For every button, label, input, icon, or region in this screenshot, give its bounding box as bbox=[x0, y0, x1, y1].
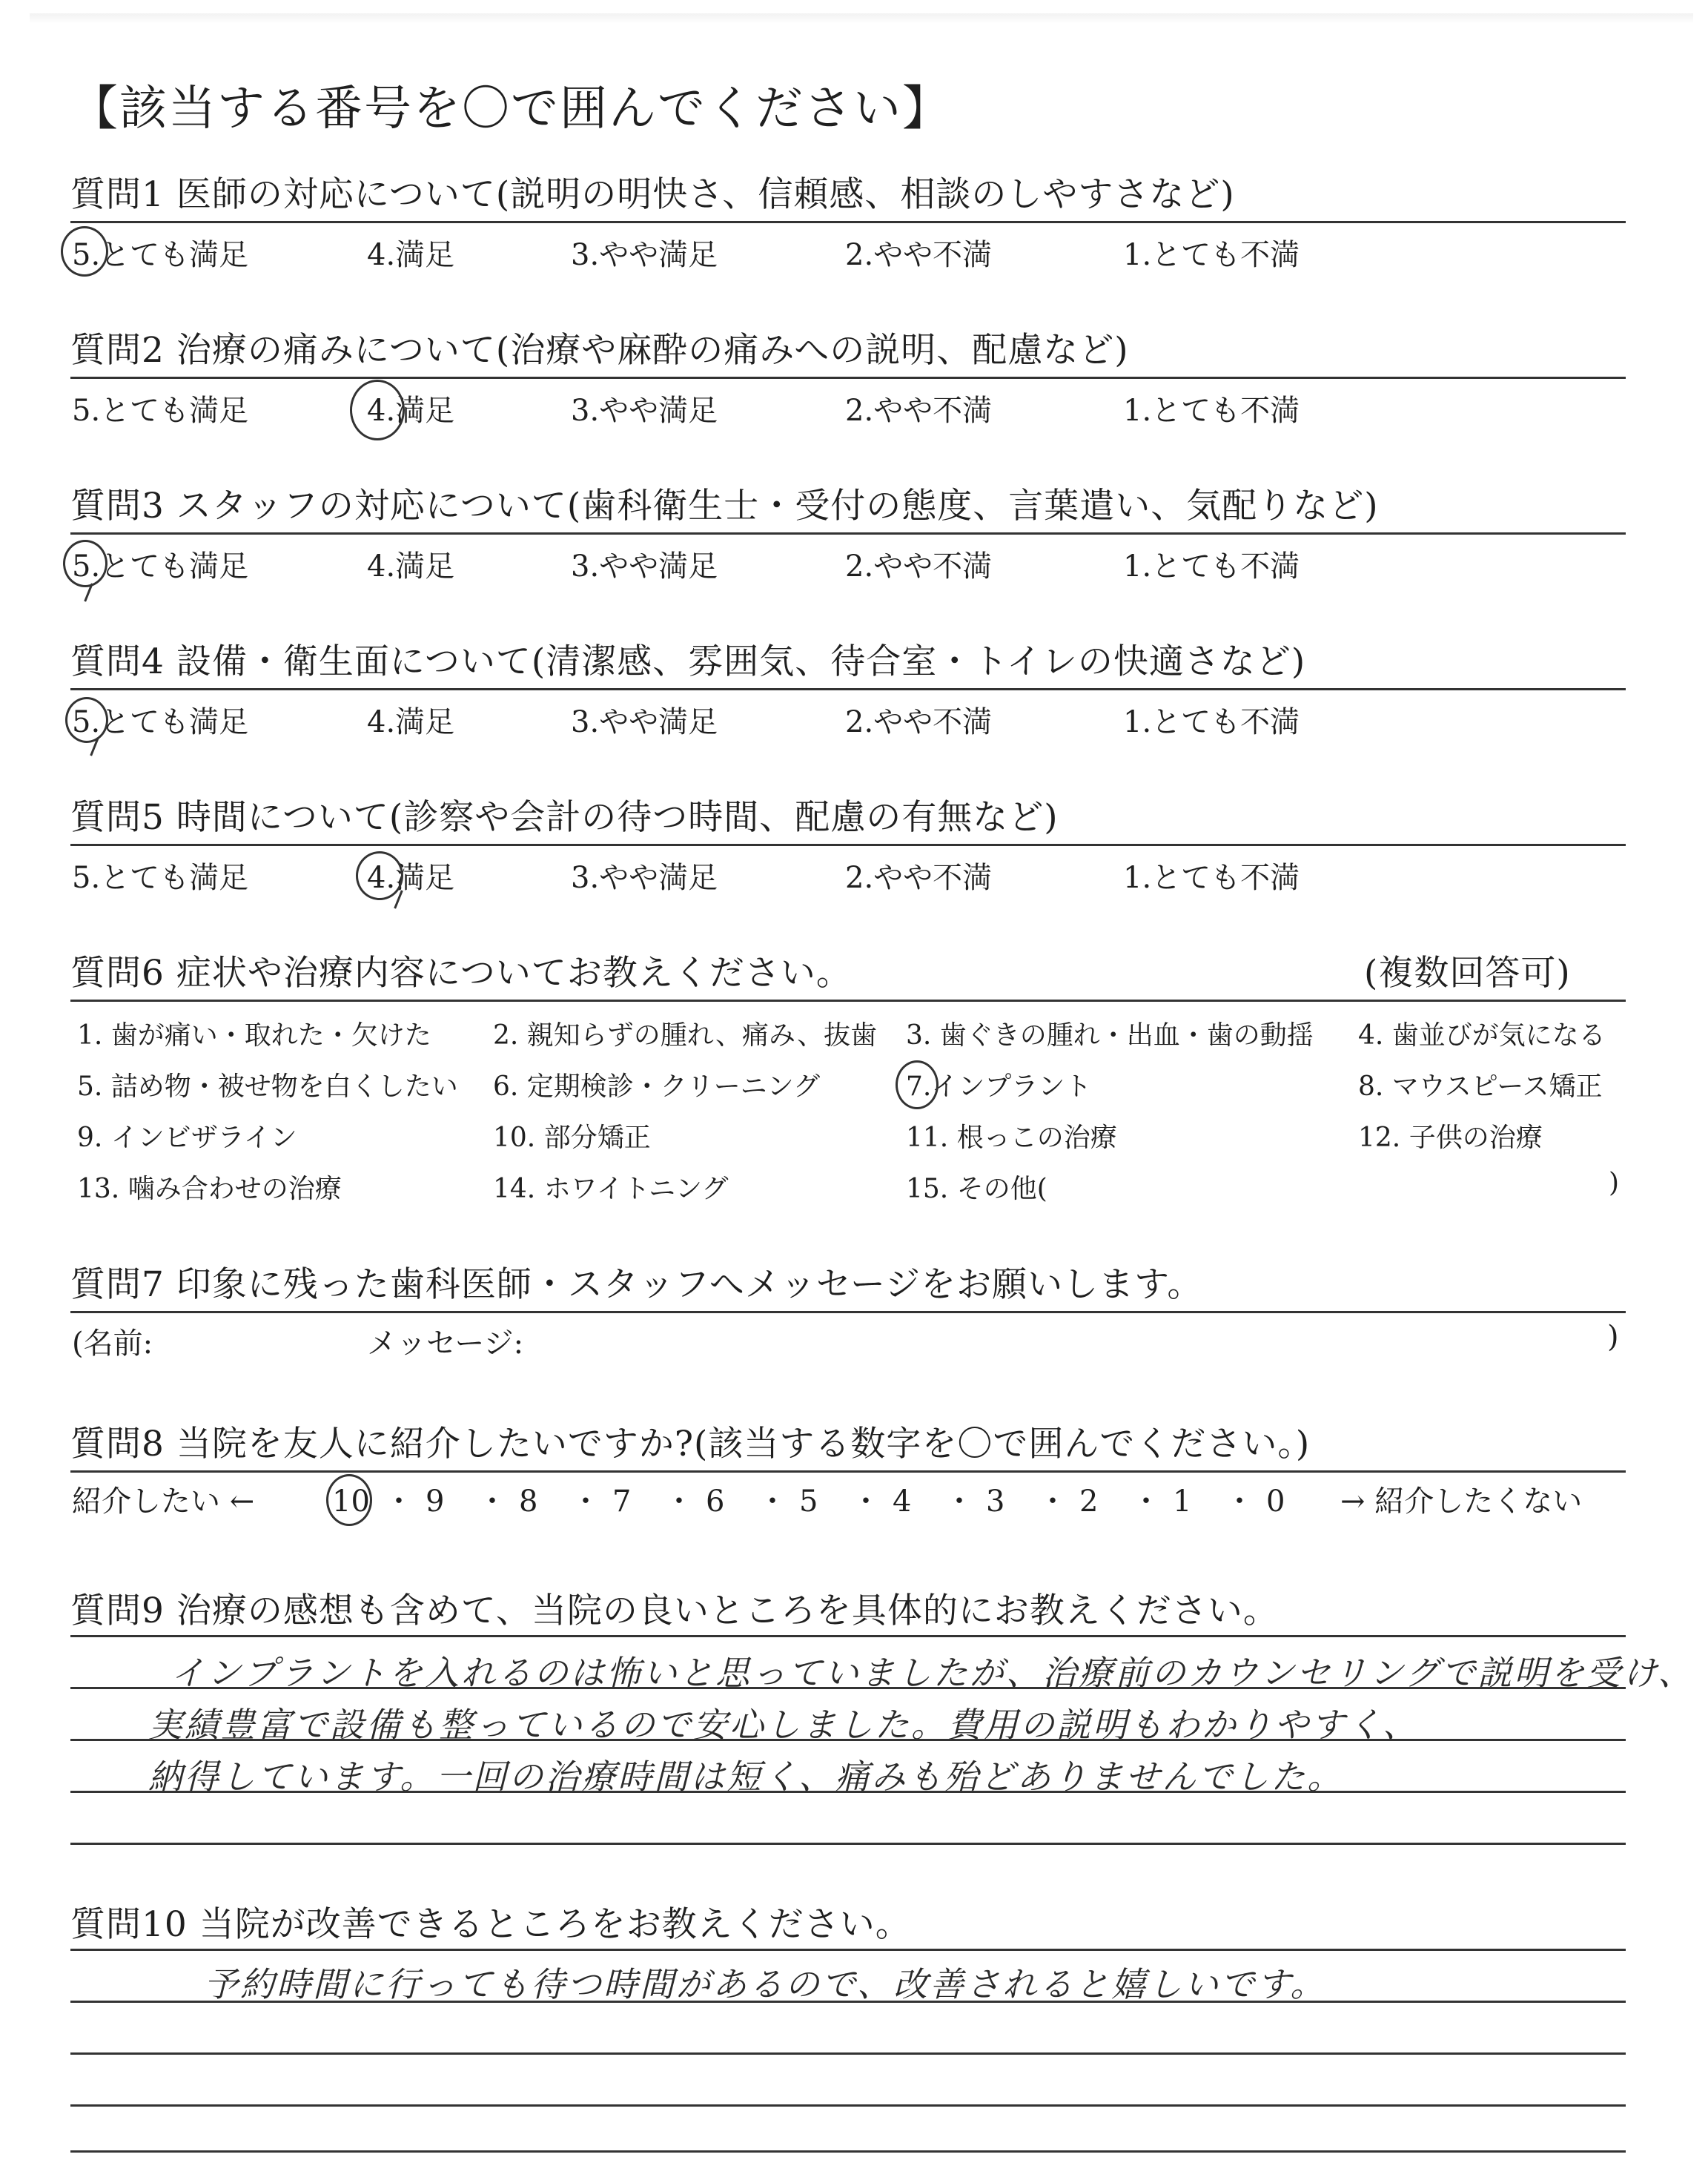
divider bbox=[70, 844, 1626, 846]
q4-option-1[interactable]: 1.とても不満 bbox=[1123, 705, 1300, 739]
q5-selection-circle bbox=[356, 851, 403, 900]
scale-sep: ・ bbox=[1131, 1484, 1161, 1519]
symptom-item-7[interactable]: 7.インプラント bbox=[906, 1071, 1092, 1102]
symptom-item-12[interactable]: 12. 子供の治療 bbox=[1358, 1123, 1543, 1153]
divider bbox=[70, 688, 1626, 690]
q2-option-3[interactable]: 3.やや満足 bbox=[571, 394, 718, 428]
form-title: 【該当する番号を〇で囲んでください】 bbox=[70, 82, 951, 136]
scan-edge bbox=[30, 13, 1693, 24]
question-1-label: 質問1 医師の対応について(説明の明快さ、信頼感、相談のしやすさなど) bbox=[70, 174, 1235, 215]
symptom-item-6[interactable]: 6. 定期検診・クリーニング bbox=[493, 1071, 821, 1102]
answer-line bbox=[70, 1843, 1626, 1845]
question-8-label: 質問8 当院を友人に紹介したいですか?(該当する数字を〇で囲んでください。) bbox=[70, 1424, 1311, 1464]
scale-8[interactable]: 8 bbox=[519, 1484, 538, 1519]
question-6-label: 質問6 症状や治療内容についてお教えください。 bbox=[70, 953, 852, 994]
q9-answer-line-2: 実績豊富で設備も整っているので安心しました。費用の説明もわかりやすく、 bbox=[148, 1705, 1420, 1745]
scale-sep: ・ bbox=[384, 1484, 414, 1519]
question-9-label: 質問9 治療の感想も含めて、当院の良いところを具体的にお教えください。 bbox=[70, 1591, 1279, 1631]
answer-line bbox=[70, 1635, 1626, 1637]
q2-option-2[interactable]: 2.やや不満 bbox=[845, 394, 993, 428]
question-6-note: (複数回答可) bbox=[1364, 953, 1571, 994]
symptom-item-2[interactable]: 2. 親知らずの腫れ、痛み、抜歯 bbox=[493, 1020, 878, 1051]
question-4-label: 質問4 設備・衛生面について(清潔感、雰囲気、待合室・トイレの快適さなど) bbox=[70, 641, 1306, 682]
symptom-item-8[interactable]: 8. マウスピース矯正 bbox=[1358, 1071, 1603, 1102]
q4-option-2[interactable]: 2.やや不満 bbox=[845, 705, 993, 739]
q3-option-4[interactable]: 4.満足 bbox=[367, 549, 455, 584]
answer-line bbox=[70, 2150, 1626, 2153]
q10-answer-line-1: 予約時間に行っても待つ時間があるので、改善されると嬉しいです。 bbox=[204, 1964, 1327, 2004]
scale-3[interactable]: 3 bbox=[986, 1484, 1005, 1519]
q4-option-3[interactable]: 3.やや満足 bbox=[571, 705, 718, 739]
scale-0[interactable]: 0 bbox=[1266, 1484, 1285, 1519]
divider bbox=[70, 221, 1626, 223]
q6-selection-circle bbox=[896, 1060, 939, 1109]
question-10-label: 質問10 当院が改善できるところをお教えください。 bbox=[70, 1904, 911, 1945]
q8-selection-circle bbox=[326, 1474, 372, 1526]
q3-selection-circle bbox=[63, 540, 107, 587]
scale-sep: ・ bbox=[571, 1484, 600, 1519]
q5-option-5[interactable]: 5.とても満足 bbox=[72, 861, 249, 895]
q1-option-4[interactable]: 4.満足 bbox=[367, 238, 455, 272]
divider bbox=[70, 377, 1626, 379]
q1-option-5[interactable]: 5.とても満足 bbox=[72, 238, 249, 272]
q1-option-2[interactable]: 2.やや不満 bbox=[845, 238, 993, 272]
q1-option-1[interactable]: 1.とても不満 bbox=[1123, 238, 1300, 272]
q4-selection-circle bbox=[65, 697, 108, 743]
scale-6[interactable]: 6 bbox=[706, 1484, 725, 1519]
q2-option-5[interactable]: 5.とても満足 bbox=[72, 394, 249, 428]
symptom-item-9[interactable]: 9. インビザライン bbox=[77, 1123, 297, 1153]
message-close: ) bbox=[1607, 1320, 1619, 1354]
symptom-item-13[interactable]: 13. 噛み合わせの治療 bbox=[77, 1174, 342, 1204]
scale-7[interactable]: 7 bbox=[612, 1484, 632, 1519]
q9-answer-line-1: インプラントを入れるのは怖いと思っていましたが、治療前のカウンセリングで説明を受け、 bbox=[171, 1653, 1695, 1693]
q2-option-4[interactable]: 4.満足 bbox=[367, 394, 455, 428]
q5-option-1[interactable]: 1.とても不満 bbox=[1123, 861, 1300, 895]
q2-selection-circle bbox=[350, 380, 405, 440]
scale-sep: ・ bbox=[1038, 1484, 1068, 1519]
scale-9[interactable]: 9 bbox=[426, 1484, 445, 1519]
scale-10[interactable]: 10 bbox=[332, 1484, 370, 1519]
q9-answer-line-3: 納得しています。一回の治療時間は短く、痛みも殆どありませんでした。 bbox=[148, 1757, 1344, 1797]
question-5-label: 質問5 時間について(診察や会計の待つ時間、配慮の有無など) bbox=[70, 797, 1059, 838]
question-7-label: 質問7 印象に残った歯科医師・スタッフへメッセージをお願いします。 bbox=[70, 1264, 1203, 1305]
symptom-item-5[interactable]: 5. 詰め物・被せ物を白くしたい bbox=[77, 1071, 458, 1102]
scale-4[interactable]: 4 bbox=[893, 1484, 912, 1519]
scale-sep: ・ bbox=[664, 1484, 694, 1519]
answer-line bbox=[70, 1949, 1626, 1951]
q1-option-3[interactable]: 3.やや満足 bbox=[571, 238, 718, 272]
recommend-scale bbox=[332, 1478, 1318, 1520]
q5-option-3[interactable]: 3.やや満足 bbox=[571, 861, 718, 895]
divider bbox=[70, 1000, 1626, 1002]
symptom-item-10[interactable]: 10. 部分矯正 bbox=[493, 1123, 651, 1153]
scale-sep: ・ bbox=[944, 1484, 974, 1519]
recommend-right-label: → 紹介したくない bbox=[1340, 1484, 1583, 1519]
answer-line bbox=[70, 2052, 1626, 2055]
scale-sep: ・ bbox=[1225, 1484, 1254, 1519]
symptom-item-14[interactable]: 14. ホワイトニング bbox=[493, 1174, 729, 1204]
q5-option-2[interactable]: 2.やや不満 bbox=[845, 861, 993, 895]
message-label: メッセージ: bbox=[367, 1327, 524, 1361]
q3-option-2[interactable]: 2.やや不満 bbox=[845, 549, 993, 584]
q3-option-3[interactable]: 3.やや満足 bbox=[571, 549, 718, 584]
q2-option-1[interactable]: 1.とても不満 bbox=[1123, 394, 1300, 428]
q3-option-1[interactable]: 1.とても不満 bbox=[1123, 549, 1300, 584]
scale-2[interactable]: 2 bbox=[1079, 1484, 1099, 1519]
divider bbox=[70, 532, 1626, 535]
scale-1[interactable]: 1 bbox=[1173, 1484, 1192, 1519]
scale-sep: ・ bbox=[758, 1484, 787, 1519]
symptom-item-4[interactable]: 4. 歯並びが気になる bbox=[1358, 1020, 1606, 1051]
question-2-label: 質問2 治療の痛みについて(治療や麻酔の痛みへの説明、配慮など) bbox=[70, 330, 1129, 371]
q5-option-4[interactable]: 4.満足 bbox=[367, 861, 455, 895]
recommend-left-label: 紹介したい ← bbox=[72, 1484, 255, 1519]
scale-5[interactable]: 5 bbox=[799, 1484, 818, 1519]
symptom-item-15[interactable]: 15. その他( bbox=[906, 1174, 1047, 1204]
symptom-other-close: ) bbox=[1609, 1168, 1620, 1198]
symptom-item-11[interactable]: 11. 根っこの治療 bbox=[906, 1123, 1117, 1153]
name-label: (名前: bbox=[72, 1327, 153, 1361]
q4-option-5[interactable]: 5.とても満足 bbox=[72, 705, 249, 739]
q3-option-5[interactable]: 5.とても満足 bbox=[72, 549, 249, 584]
divider bbox=[70, 1311, 1626, 1313]
scale-sep: ・ bbox=[477, 1484, 507, 1519]
symptom-item-1[interactable]: 1. 歯が痛い・取れた・欠けた bbox=[77, 1020, 431, 1051]
symptom-item-3[interactable]: 3. 歯ぐきの腫れ・出血・歯の動揺 bbox=[906, 1020, 1314, 1051]
divider bbox=[70, 1470, 1626, 1473]
q4-option-4[interactable]: 4.満足 bbox=[367, 705, 455, 739]
question-3-label: 質問3 スタッフの対応について(歯科衛生士・受付の態度、言葉遣い、気配りなど) bbox=[70, 486, 1379, 526]
scale-sep: ・ bbox=[851, 1484, 881, 1519]
answer-line bbox=[70, 2104, 1626, 2107]
q1-selection-circle bbox=[61, 226, 108, 277]
